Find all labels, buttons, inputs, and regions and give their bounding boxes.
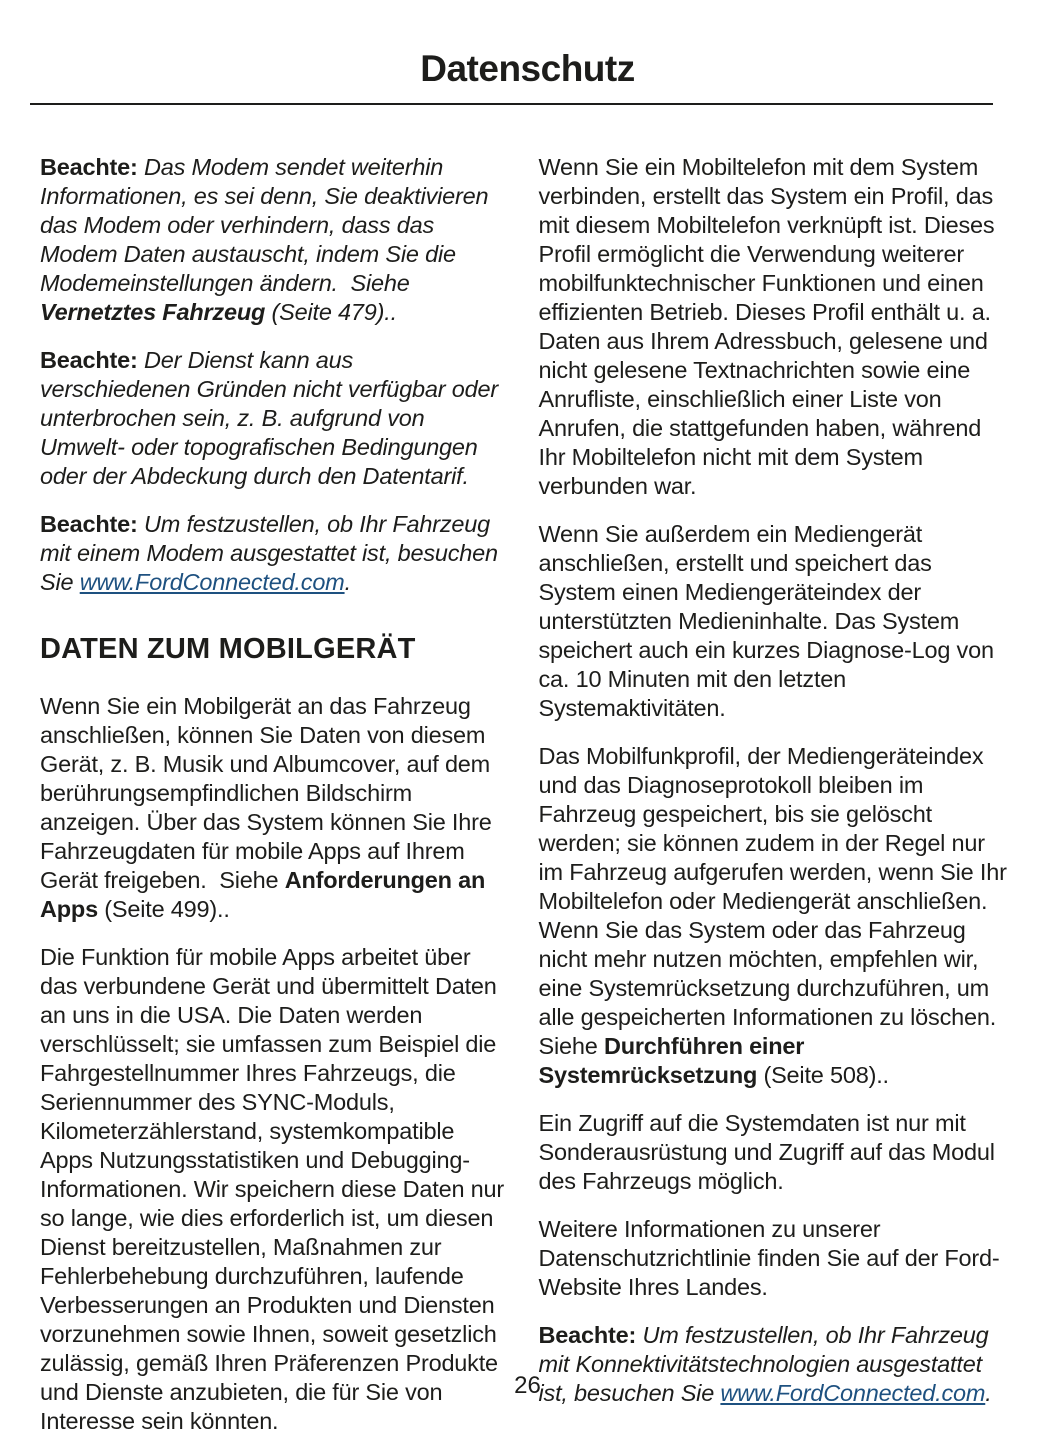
text-segment: Beachte: bbox=[40, 511, 138, 537]
text-segment: . bbox=[985, 1380, 992, 1406]
text-segment: Beachte: bbox=[40, 154, 138, 180]
text-segment: Um festzustellen, ob Ihr Fahrzeug mit einem Modem ausgestattet ist, besuchen Sie bbox=[40, 511, 498, 595]
text-segment: Anforderungen an Apps bbox=[40, 867, 486, 922]
ford-connected-link[interactable]: www.FordConnected.com bbox=[79, 569, 345, 595]
text-segment: Durchführen einer Systemrücksetzung bbox=[538, 1033, 805, 1088]
note-paragraph bbox=[40, 153, 509, 327]
note-paragraph bbox=[40, 346, 509, 491]
page-title: Datenschutz bbox=[420, 48, 635, 89]
text-segment: . bbox=[344, 569, 351, 595]
content-columns bbox=[0, 105, 1055, 1448]
text-segment: Wenn Sie ein Mobilgerät an das Fahrzeug anschließen, können Sie Daten von diesem Gerät, z. B. Musik und Albumcover, auf dem berührungsempfindlichen Bildschirm anzeigen. Über das System können Sie Ihre Fahrzeugdaten für mobile Apps auf Ihrem Gerät freigeben. Siehe bbox=[40, 693, 492, 893]
note-paragraph bbox=[40, 510, 509, 597]
section-heading: DATEN ZUM MOBILGERÄT bbox=[40, 633, 416, 665]
text-segment: (Seite 508).. bbox=[757, 1062, 889, 1088]
right-column bbox=[539, 153, 1008, 1448]
text-segment: Weitere Informationen zu unserer Datenschutzrichtlinie finden Sie auf der Ford-Website Ihres Landes. bbox=[538, 1216, 1000, 1300]
body-paragraph bbox=[539, 520, 1008, 723]
text-segment: Vernetztes Fahrzeug bbox=[40, 299, 266, 325]
text-segment: Wenn Sie außerdem ein Mediengerät anschließen, erstellt und speichert das System einen Mediengeräteindex der unterstützten Medieninhalte. Das System speichert auch ein kurzes Diagnose-Log von ca. 10 Minuten mit den letzten Systemaktivitäten. bbox=[538, 521, 994, 721]
left-column bbox=[40, 153, 509, 1448]
ford-connected-link[interactable]: www.FordConnected.com bbox=[720, 1380, 986, 1406]
body-paragraph bbox=[539, 153, 1008, 501]
body-paragraph bbox=[40, 943, 509, 1436]
text-segment: Das Mobilfunkprofil, der Mediengeräteindex und das Diagnoseprotokoll bleiben im Fahrzeug gespeichert, bis sie gelöscht werden; sie können zudem in der Regel nur im Fahrzeug aufgerufen werden, wenn Sie Ihr Mobiltelefon oder Mediengerät anschließen. Wenn Sie das System oder das Fahrzeug nicht mehr nutzen möchten, empfehlen wir, eine Systemrücksetzung durchzuführen, um alle gespeicherten Informationen zu löschen. Siehe bbox=[538, 743, 1007, 1059]
body-paragraph bbox=[539, 742, 1008, 1090]
text-segment: Das Modem sendet weiterhin Informationen, es sei denn, Sie deaktivieren das Modem oder verhindern, dass das Modem Daten austauscht, indem Sie die Modemeinstellungen ändern. Siehe bbox=[40, 154, 489, 296]
text-segment: Die Funktion für mobile Apps arbeitet über das verbundene Gerät und übermittelt Daten an uns in die USA. Die Daten werden verschlüsselt; sie umfassen zum Beispiel die Fahrgestellnummer Ihres Fahrzeugs, die Seriennummer des SYNC-Moduls, Kilometerzählerstand, systemkompatible Apps Nutzungsstatistiken und Debugging-Informationen. Wir speichern diese Daten nur so lange, wie dies erforderlich ist, um diesen Dienst bereitzustellen, Maßnahmen zur Fehlerbehebung durchzuführen, laufende Verbesserungen an Produkten und Diensten vorzunehmen sowie Ihnen, soweit gesetzlich zulässig, gemäß Ihren Präferenzen Produkte und Dienste anzubieten, die für Sie von Interesse sein könnten. bbox=[40, 944, 505, 1434]
text-segment: Beachte: bbox=[40, 347, 138, 373]
body-paragraph bbox=[40, 692, 509, 924]
text-segment: Beachte: bbox=[538, 1322, 637, 1348]
text-segment: Ein Zugriff auf die Systemdaten ist nur mit Sonderausrüstung und Zugriff auf das Modul des Fahrzeugs möglich. bbox=[538, 1110, 995, 1194]
body-paragraph bbox=[539, 1109, 1008, 1196]
page-number: 26 bbox=[514, 1372, 541, 1399]
text-segment: Wenn Sie ein Mobiltelefon mit dem System verbinden, erstellt das System ein Profil, das mit diesem Mobiltelefon verknüpft ist. Dieses Profil ermöglicht die Verwendung weiterer mobilfunktechnischer Funktionen und einen effizienten Betrieb. Dieses Profil enthält u. a. Daten aus Ihrem Adressbuch, gelesene und nicht gelesene Textnachrichten sowie eine Anrufliste, einschließlich einer Liste von Anrufen, die stattgefunden haben, während Ihr Mobiltelefon nicht mit dem System verbunden war. bbox=[538, 154, 995, 499]
text-segment: Der Dienst kann aus verschiedenen Gründen nicht verfügbar oder unterbrochen sein, z. B. aufgrund von Umwelt- oder topografischen Bedingungen oder der Abdeckung durch den Datentarif. bbox=[40, 347, 498, 489]
text-segment: (Seite 499).. bbox=[97, 896, 230, 922]
text-segment: Um festzustellen, ob Ihr Fahrzeug mit Konnektivitätstechnologien ausgestattet ist, besuchen Sie bbox=[538, 1322, 989, 1406]
text-segment: (Seite 479).. bbox=[265, 299, 397, 325]
body-paragraph bbox=[539, 1215, 1008, 1302]
